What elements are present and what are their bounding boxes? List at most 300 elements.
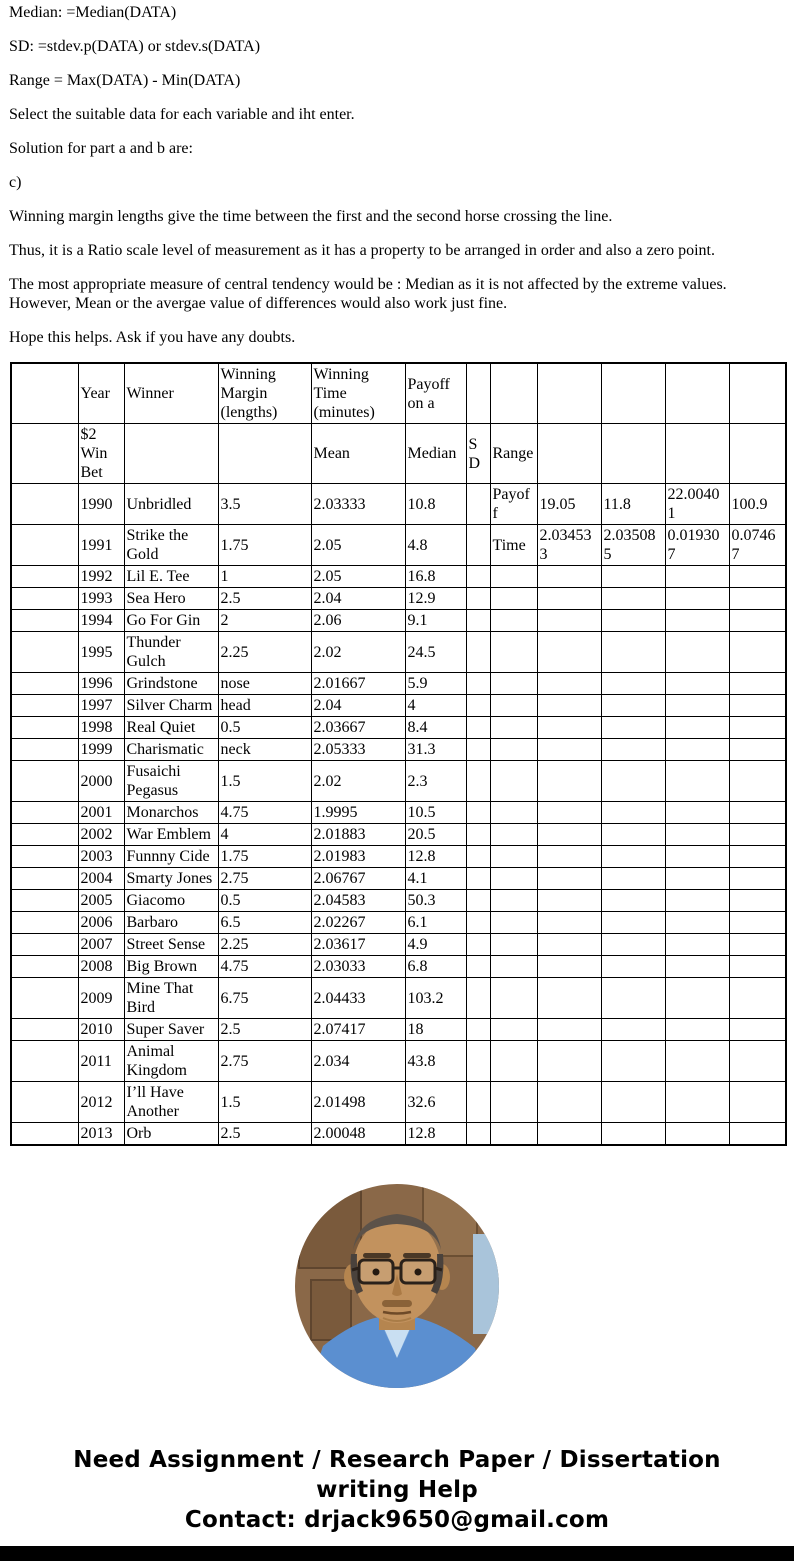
table-cell [665,588,729,610]
table-cell: 0.5 [218,717,311,739]
data-table-body [11,363,786,1145]
table-cell [601,912,665,934]
table-cell: 2.04433 [311,978,405,1019]
table-cell [490,956,537,978]
table-cell: 12.8 [405,1123,466,1146]
table-cell [729,673,786,695]
table-cell: Lil E. Tee [124,566,218,588]
table-cell: Year [78,363,124,424]
table-cell: 2.05 [311,525,405,566]
table-cell [466,588,490,610]
table-cell: 2.03333 [311,484,405,525]
table-cell: 2.034533 [537,525,601,566]
table-cell [466,566,490,588]
table-cell: 6.75 [218,978,311,1019]
table-cell [601,1082,665,1123]
table-cell: $2 Win Bet [78,424,124,484]
table-cell: 2.3 [405,761,466,802]
paragraph: Hope this helps. Ask if you have any doubts. [9,329,296,346]
table-cell [601,802,665,824]
footer-line-3: Contact: drjack9650@gmail.com [184,1507,610,1533]
table-cell: Winning Time (minutes) [311,363,405,424]
table-cell: 22.00401 [665,484,729,525]
table-row [11,484,786,525]
table-cell [466,846,490,868]
table-cell [11,868,78,890]
table-cell [11,610,78,632]
table-cell: Range [490,424,537,484]
table-cell [665,739,729,761]
table-cell: 1.75 [218,525,311,566]
table-cell: neck [218,739,311,761]
table-cell: 2.01983 [311,846,405,868]
table-cell: 9.1 [405,610,466,632]
footer-promo [9,1445,785,1535]
table-cell: 2007 [78,934,124,956]
table-cell [601,761,665,802]
table-cell [729,588,786,610]
table-cell: 43.8 [405,1041,466,1082]
table-cell [537,566,601,588]
table-cell [601,824,665,846]
table-cell [11,424,78,484]
table-cell: 1995 [78,632,124,673]
table-cell [11,802,78,824]
table-cell: 2.5 [218,1123,311,1146]
table-cell [466,890,490,912]
table-cell [11,484,78,525]
table-cell [490,1041,537,1082]
table-cell [490,363,537,424]
table-cell [466,484,490,525]
table-cell: 2.02267 [311,912,405,934]
table-cell: Payoff [490,484,537,525]
table-cell [665,890,729,912]
table-cell [601,1019,665,1041]
table-cell [537,978,601,1019]
table-cell: 2.035085 [601,525,665,566]
paragraph: The most appropriate measure of central tendency would be : Median as it is not affected by the extreme values. However, Mean or the avergae value of differences would also work just fine. [9,276,727,312]
table-cell: 2.01498 [311,1082,405,1123]
table-cell: Thunder Gulch [124,632,218,673]
table-cell: SD [466,424,490,484]
table-cell [729,566,786,588]
table-cell [490,566,537,588]
table-cell: War Emblem [124,824,218,846]
table-cell: 1991 [78,525,124,566]
data-table [10,362,787,1146]
table-cell [11,761,78,802]
table-cell: head [218,695,311,717]
table-row [11,1041,786,1082]
table-cell [466,761,490,802]
table-cell [466,695,490,717]
table-cell [466,610,490,632]
table-cell [537,956,601,978]
table-cell: 2.04 [311,588,405,610]
table-cell [490,588,537,610]
table-cell [665,1019,729,1041]
table-cell [466,632,490,673]
table-cell: Monarchos [124,802,218,824]
table-row [11,846,786,868]
table-cell [11,363,78,424]
table-cell: Street Sense [124,934,218,956]
table-row [11,1019,786,1041]
table-cell [729,363,786,424]
table-cell: 20.5 [405,824,466,846]
table-cell [11,588,78,610]
bottom-black-bar [0,1546,794,1561]
table-cell [729,846,786,868]
table-cell [11,846,78,868]
table-cell [665,956,729,978]
table-cell [729,695,786,717]
table-row [11,824,786,846]
table-cell: 2004 [78,868,124,890]
table-cell [466,1082,490,1123]
table-cell [665,673,729,695]
table-cell [665,1082,729,1123]
table-cell [490,846,537,868]
table-cell: 1.75 [218,846,311,868]
table-cell [665,717,729,739]
table-cell [218,424,311,484]
table-cell [466,1041,490,1082]
table-cell [466,934,490,956]
table-cell [11,934,78,956]
table-cell [537,1041,601,1082]
table-cell: 2012 [78,1082,124,1123]
table-cell: 8.4 [405,717,466,739]
table-cell [537,739,601,761]
table-cell: Grindstone [124,673,218,695]
table-cell: Real Quiet [124,717,218,739]
table-row [11,739,786,761]
table-row [11,934,786,956]
table-cell: 0.07467 [729,525,786,566]
table-cell: 1992 [78,566,124,588]
table-cell: 1.5 [218,761,311,802]
table-cell [601,934,665,956]
table-cell: 2.04583 [311,890,405,912]
table-cell: 1996 [78,673,124,695]
table-cell [665,695,729,717]
table-cell [729,978,786,1019]
table-cell [537,588,601,610]
table-cell [466,525,490,566]
table-cell: 2.04 [311,695,405,717]
table-cell: 2 [218,610,311,632]
table-cell: 100.9 [729,484,786,525]
table-cell [729,1123,786,1146]
table-cell [665,363,729,424]
table-cell [537,424,601,484]
table-cell [729,424,786,484]
table-cell: 2.25 [218,632,311,673]
table-cell [665,846,729,868]
table-cell: 2.75 [218,1041,311,1082]
table-cell [601,739,665,761]
table-row [11,912,786,934]
table-cell [466,1123,490,1146]
table-cell [11,1123,78,1146]
table-cell [490,934,537,956]
table-cell [729,868,786,890]
table-cell: 1999 [78,739,124,761]
paragraph: Winning margin lengths give the time between the first and the second horse crossing the line. [9,208,613,225]
table-cell: 2000 [78,761,124,802]
table-cell: 2.01883 [311,824,405,846]
table-cell: 11.8 [601,484,665,525]
table-cell: 4.9 [405,934,466,956]
table-cell [665,761,729,802]
table-row [11,695,786,717]
table-cell: Big Brown [124,956,218,978]
table-cell: 1993 [78,588,124,610]
table-cell [490,890,537,912]
table-cell: 2013 [78,1123,124,1146]
table-cell [490,739,537,761]
table-cell [11,1082,78,1123]
table-cell [665,610,729,632]
table-row [11,632,786,673]
table-cell: 4.1 [405,868,466,890]
table-row [11,868,786,890]
table-cell [466,978,490,1019]
table-cell: 2.05333 [311,739,405,761]
table-cell: 12.8 [405,846,466,868]
table-cell [537,761,601,802]
table-cell: 1990 [78,484,124,525]
table-cell [490,610,537,632]
table-cell [729,824,786,846]
table-cell: 2.01667 [311,673,405,695]
table-cell [665,868,729,890]
table-cell: 2.03033 [311,956,405,978]
table-cell: nose [218,673,311,695]
table-cell [490,1082,537,1123]
table-row [11,566,786,588]
table-cell [490,912,537,934]
paragraph: Solution for part a and b are: [9,140,193,157]
table-cell [466,956,490,978]
table-cell: 2.00048 [311,1123,405,1146]
table-cell [601,846,665,868]
paragraph: Range = Max(DATA) - Min(DATA) [9,72,241,89]
table-cell [537,912,601,934]
table-cell [665,632,729,673]
table-cell [729,934,786,956]
table-cell [466,717,490,739]
table-cell [537,846,601,868]
table-row [11,424,786,484]
table-cell [665,802,729,824]
table-cell: 2.06767 [311,868,405,890]
table-cell [11,566,78,588]
table-cell [729,1082,786,1123]
table-cell: Go For Gin [124,610,218,632]
table-cell: 31.3 [405,739,466,761]
table-cell: 2.25 [218,934,311,956]
table-cell [729,956,786,978]
table-cell [665,978,729,1019]
table-cell: Unbridled [124,484,218,525]
table-cell: 12.9 [405,588,466,610]
table-cell [601,610,665,632]
table-cell [537,363,601,424]
table-cell [537,934,601,956]
table-cell [729,717,786,739]
table-cell [537,717,601,739]
table-cell [537,695,601,717]
table-cell [124,424,218,484]
table-cell: I’ll Have Another [124,1082,218,1123]
table-cell [11,632,78,673]
table-cell [729,802,786,824]
table-row [11,761,786,802]
table-cell [490,802,537,824]
paragraph: Select the suitable data for each variable and iht enter. [9,106,355,123]
table-cell: Barbaro [124,912,218,934]
table-cell: 0.5 [218,890,311,912]
table-cell: Charismatic [124,739,218,761]
table-cell: Time [490,525,537,566]
table-cell: 2003 [78,846,124,868]
table-cell [466,673,490,695]
table-cell: 2.75 [218,868,311,890]
table-cell [490,824,537,846]
table-cell [490,632,537,673]
table-cell: Payoff on a [405,363,466,424]
table-cell [601,868,665,890]
table-cell: Strike the Gold [124,525,218,566]
table-cell: 2.03617 [311,934,405,956]
tutor-avatar-image [295,1184,499,1388]
table-cell [601,632,665,673]
table-cell: Giacomo [124,890,218,912]
table-cell [466,912,490,934]
table-cell [11,1041,78,1082]
table-cell [537,824,601,846]
table-cell [537,802,601,824]
table-cell [11,978,78,1019]
table-cell: 2011 [78,1041,124,1082]
table-cell [537,1123,601,1146]
paragraph: Thus, it is a Ratio scale level of measurement as it has a property to be arranged in order and also a zero point. [9,242,715,259]
table-cell [537,610,601,632]
table-cell [490,1019,537,1041]
table-cell [466,739,490,761]
table-cell: 2010 [78,1019,124,1041]
table-cell [11,1019,78,1041]
table-cell [490,673,537,695]
table-cell: Fusaichi Pegasus [124,761,218,802]
table-cell: Median [405,424,466,484]
footer-line-1: Need Assignment / Research Paper / Dissertation [73,1447,721,1473]
table-cell [601,956,665,978]
table-cell [11,525,78,566]
table-cell: Mine That Bird [124,978,218,1019]
paragraph: Median: =Median(DATA) [9,4,177,21]
table-cell [490,761,537,802]
table-cell [729,1041,786,1082]
table-row [11,525,786,566]
table-cell [537,868,601,890]
table-cell [665,934,729,956]
table-cell: Animal Kingdom [124,1041,218,1082]
table-cell: 2.02 [311,632,405,673]
table-cell [601,588,665,610]
table-cell: 3.5 [218,484,311,525]
table-cell: 2.07417 [311,1019,405,1041]
table-cell [490,1123,537,1146]
tutor-avatar [295,1184,499,1388]
table-cell: 2001 [78,802,124,824]
table-cell: 5.9 [405,673,466,695]
table-cell: Smarty Jones [124,868,218,890]
table-cell [601,566,665,588]
table-cell [11,673,78,695]
table-cell: 2.06 [311,610,405,632]
table-cell [665,1041,729,1082]
table-cell: 18 [405,1019,466,1041]
table-cell [11,695,78,717]
table-row [11,956,786,978]
table-cell: 2.02 [311,761,405,802]
table-cell [601,717,665,739]
table-cell: 10.5 [405,802,466,824]
table-row [11,588,786,610]
table-cell [601,673,665,695]
table-row [11,1082,786,1123]
table-row [11,1123,786,1146]
table-cell: 2005 [78,890,124,912]
table-cell [11,717,78,739]
table-row [11,673,786,695]
table-row [11,363,786,424]
table-cell [466,1019,490,1041]
table-cell: Winner [124,363,218,424]
table-cell [729,632,786,673]
table-cell [537,632,601,673]
table-cell [537,673,601,695]
table-cell [466,868,490,890]
table-cell: Winning Margin (lengths) [218,363,311,424]
table-cell: 4.8 [405,525,466,566]
table-cell [665,912,729,934]
table-cell: 2.05 [311,566,405,588]
paragraph: c) [9,174,22,191]
table-cell [665,824,729,846]
table-cell: Silver Charm [124,695,218,717]
table-cell [11,890,78,912]
table-cell [601,1041,665,1082]
table-cell [490,868,537,890]
table-cell: 0.019307 [665,525,729,566]
table-cell: 2.03667 [311,717,405,739]
table-cell: 4 [405,695,466,717]
table-cell [729,1019,786,1041]
table-cell [490,717,537,739]
table-cell [11,956,78,978]
table-cell: 103.2 [405,978,466,1019]
table-cell [490,978,537,1019]
table-cell [601,363,665,424]
table-row [11,802,786,824]
table-cell: Funnny Cide [124,846,218,868]
table-cell: 24.5 [405,632,466,673]
